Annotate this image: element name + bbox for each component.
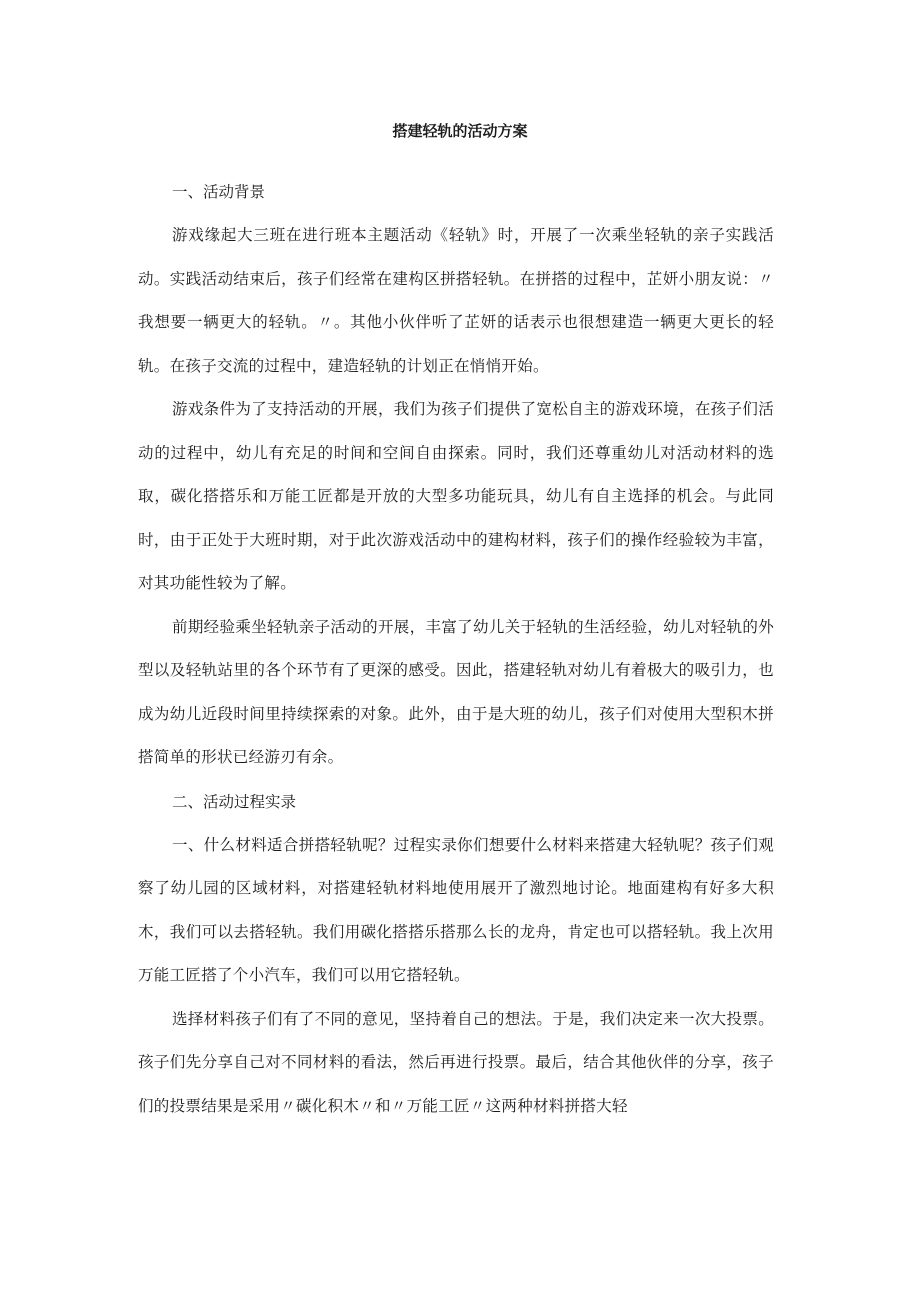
paragraph: 一、什么材料适合拼搭轻轨呢？过程实录你们想要什么材料来搭建大轻轨呢？孩子们观察了幼儿园的区域材料，对搭建轻轨材料地使用展开了激烈地讨论。地面建构有好多大积木，我们可以去搭轻轨。我们用碳化搭搭乐搭那么长的龙舟，肯定也可以搭轻轨。我上次用万能工匠搭了个小汽车，我们可以用它搭轻轨。 [138,835,774,984]
document-body [138,170,774,1128]
paragraph: 游戏条件为了支持活动的开展，我们为孩子们提供了宽松自主的游戏环境，在孩子们活动的过程中，幼儿有充足的时间和空间自由探索。同时，我们还尊重幼儿对活动材料的选取，碳化搭搭乐和万能工匠都是开放的大型多功能玩具，幼儿有自主选择的机会。与此同时，由于正处于大班时期，对于此次游戏活动中的建构材料，孩子们的操作经验较为丰富，对其功能性较为了解。 [138,400,774,592]
section-heading: 一、活动背景 [172,183,266,201]
paragraph: 选择材料孩子们有了不同的意见，坚持着自己的想法。于是，我们决定来一次大投票。孩子们先分享自己对不同材料的看法，然后再进行投票。最后，结合其他伙伴的分享，孩子们的投票结果是采用〃碳化积木〃和〃万能工匠〃这两种材料拼搭大轻 [138,1009,774,1115]
document-title: 搭建轻轨的活动方案 [392,122,528,140]
paragraph: 前期经验乘坐轻轨亲子活动的开展，丰富了幼儿关于轻轨的生活经验，幼儿对轻轨的外型以及轻轨站里的各个环节有了更深的感受。因此，搭建轻轨对幼儿有着极大的吸引力，也成为幼儿近段时间里持续探索的对象。此外，由于是大班的幼儿，孩子们对使用大型积木拼搭简单的形状已经游刃有余。 [138,617,774,766]
section-background [138,170,774,780]
section-heading: 二、活动过程实录 [172,792,297,811]
paragraph: 游戏缘起大三班在进行班本主题活动《轻轨》时，开展了一次乘坐轻轨的亲子实践活动。实践活动结束后，孩子们经常在建构区拼搭轻轨。在拼搭的过程中，芷妍小朋友说：〃我想要一辆更大的轻轨。〃。其他小伙伴听了芷妍的话表示也很想建造一辆更大更长的轻轨。在孩子交流的过程中，建造轻轨的计划正在悄悄开始。 [138,226,774,375]
section-process [138,780,774,1129]
